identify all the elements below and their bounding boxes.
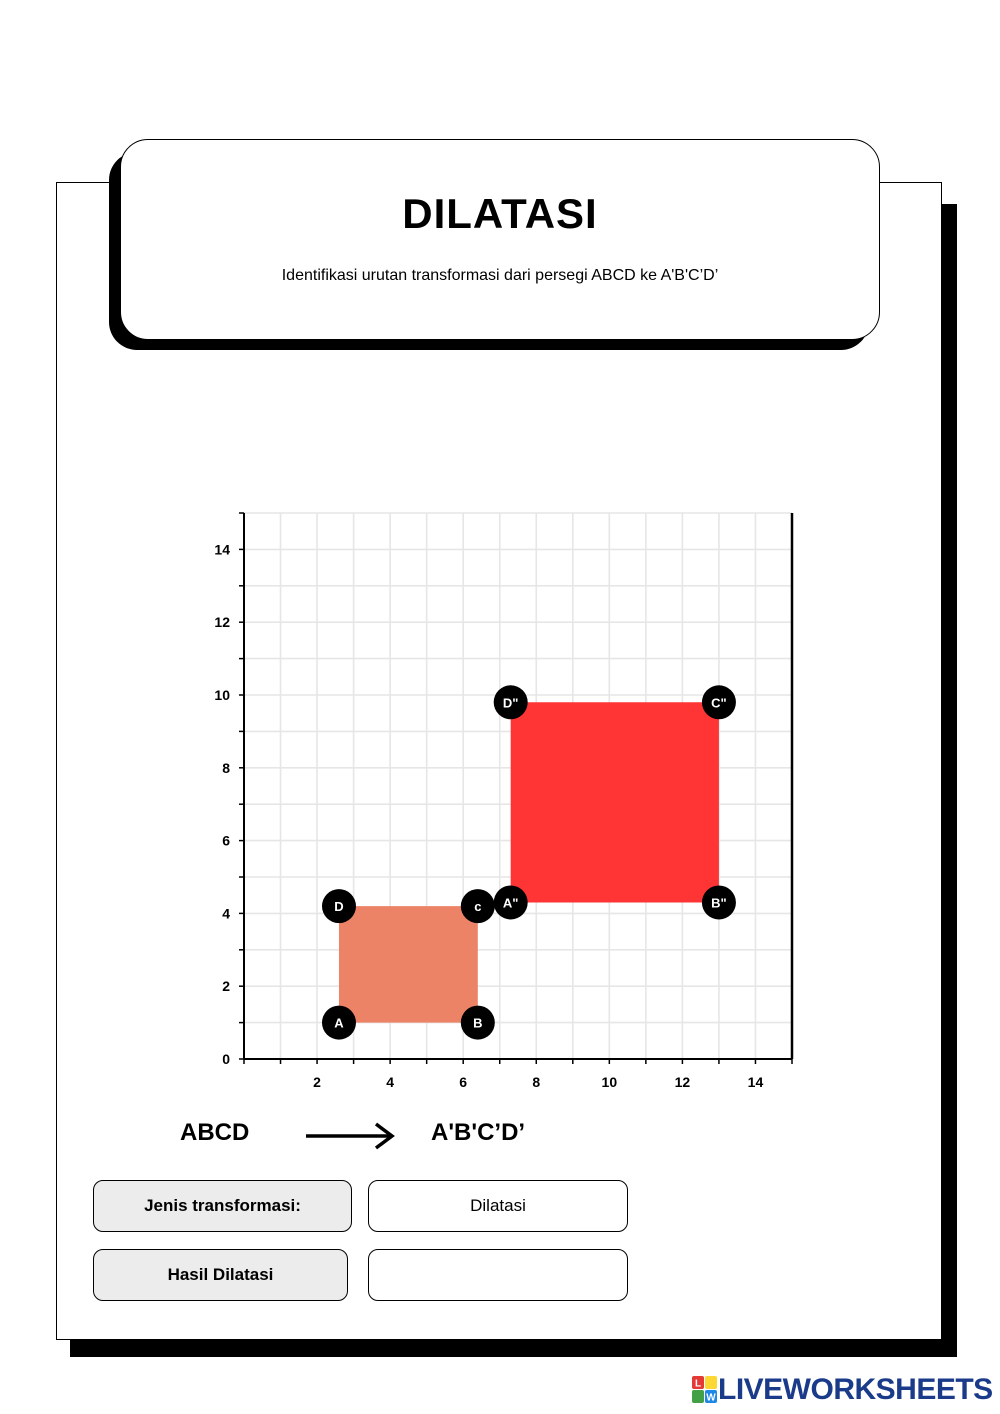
hasil-dilatasi-answer[interactable]	[368, 1249, 628, 1301]
formula-source: ABCD	[180, 1119, 250, 1146]
vertex-label: C"	[711, 695, 727, 711]
x-tick-label: 14	[747, 1074, 764, 1090]
hasil-dilatasi-label: Hasil Dilatasi	[93, 1249, 348, 1301]
vertex-label: B	[473, 1015, 483, 1031]
vertex-label: B"	[711, 895, 727, 911]
x-tick-label: 4	[386, 1074, 395, 1090]
x-tick-label: 10	[601, 1074, 618, 1090]
vertex-label: A	[334, 1015, 344, 1031]
right-arrow-icon	[304, 1119, 398, 1153]
liveworksheets-logo	[692, 1373, 993, 1407]
svg-text:W: W	[706, 1392, 716, 1404]
header-card	[120, 139, 880, 340]
liveworksheets-logo-text: LIVEWORKSHEETS	[718, 1373, 993, 1406]
y-tick-label: 10	[214, 687, 230, 703]
y-tick-label: 12	[214, 614, 230, 631]
x-tick-label: 2	[313, 1074, 321, 1090]
liveworksheets-logo-icon	[692, 1376, 718, 1404]
vertex-label: D"	[502, 695, 519, 711]
y-tick-label: 0	[222, 1051, 230, 1067]
vertex-label: A"	[502, 895, 519, 911]
x-tick-label: 6	[459, 1074, 468, 1090]
square-dilated	[511, 702, 719, 902]
formula-target: A'B'C’D’	[431, 1119, 526, 1146]
y-tick-label: 4	[222, 905, 230, 922]
svg-text:L: L	[694, 1378, 702, 1390]
coordinate-chart	[200, 505, 810, 1105]
x-tick-label: 8	[532, 1074, 541, 1090]
jenis-transformasi-answer[interactable]: Dilatasi	[368, 1180, 628, 1232]
y-tick-label: 2	[222, 978, 230, 995]
x-tick-label: 12	[674, 1074, 691, 1090]
y-tick-label: 14	[214, 541, 230, 558]
page-subtitle: Identifikasi urutan transformasi dari persegi ABCD ke A'B'C’D’	[281, 267, 719, 284]
y-tick-label: 8	[222, 759, 230, 776]
y-tick-label: 6	[222, 832, 230, 849]
jenis-transformasi-label: Jenis transformasi:	[93, 1180, 352, 1232]
vertex-label: c	[474, 899, 482, 915]
vertex-label: D	[334, 899, 344, 915]
page-title: DILATASI	[402, 190, 598, 237]
square-abcd	[339, 906, 478, 1022]
